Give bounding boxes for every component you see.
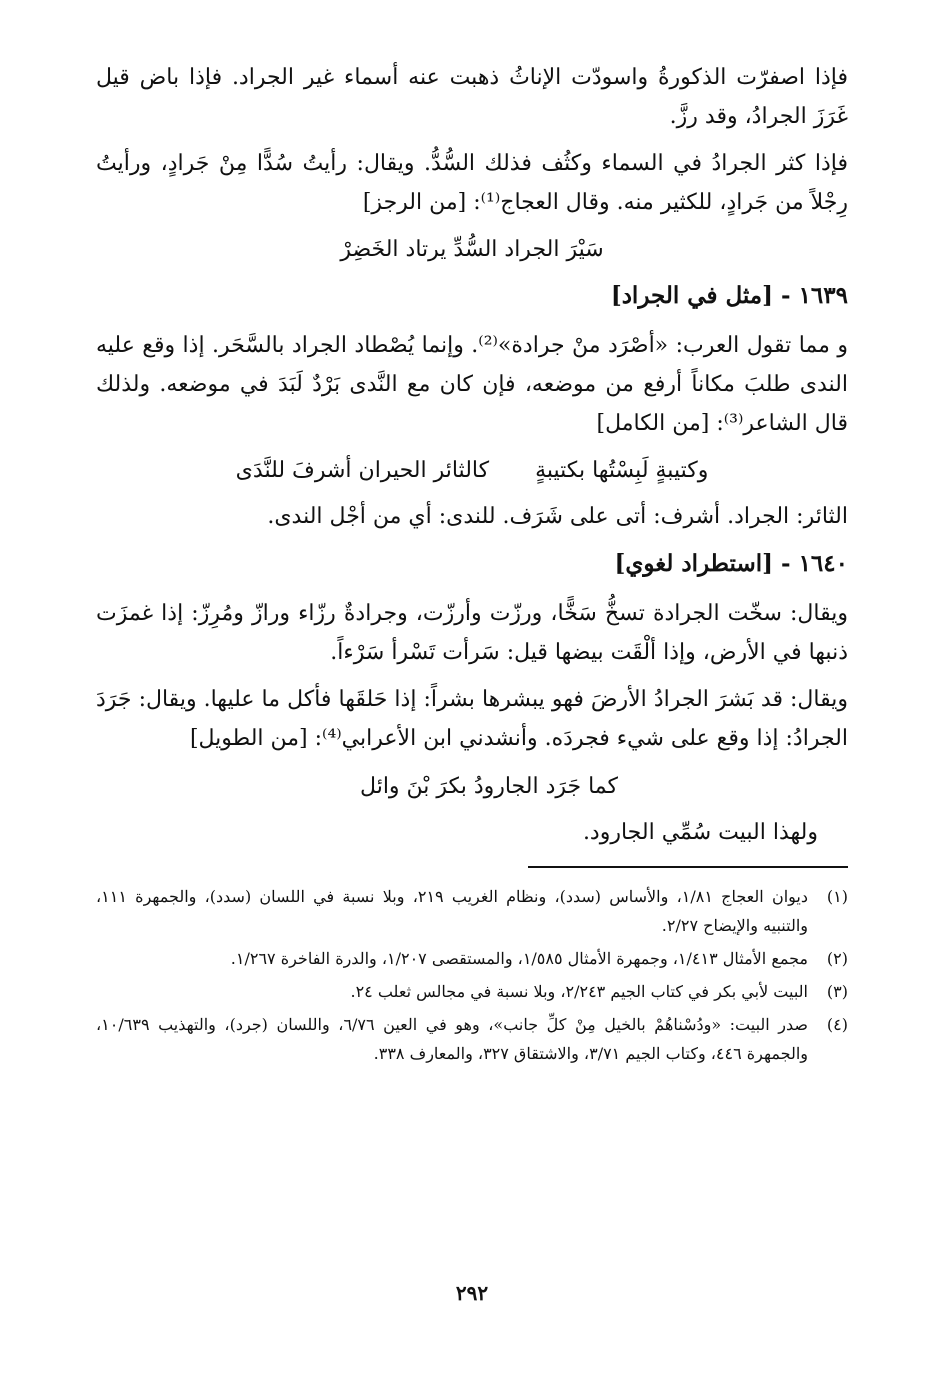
paragraph-bashar: ويقال: قد بَشرَ الجرادُ الأرضَ فهو يبشرها بشراً: إذا حَلقَها فأكل ما عليها. ويقال: جَرَدَ الجرادُ: إذا وقع على شيء فجردَه. وأنشدني ابن الأعرابي⁽⁴⁾: [من الطويل] <box>96 687 848 751</box>
footnote-1 <box>96 882 848 940</box>
section-heading-1640: ١٦٤٠ - [استطراد لغوي] <box>614 550 848 577</box>
verse-tawil: كما جَرَد الجارودُ بكرَ بْنَ وائل <box>360 774 618 799</box>
footnote-number: (٢) <box>826 949 848 968</box>
footnote-text: صدر البيت: «ودُسْناهُمْ بالخيل مِنْ كلِّ جانب»، وهو في العين ٦/٧٦، واللسان (جرد)، والتهذيب ١٠/٦٣٩، والجمهرة ٤٤٦، وكتاب الجيم ٣/٧١، والاشتقاق ٣٢٧، والمعارف ٣٣٨. <box>96 1015 808 1063</box>
footnote-text: البيت لأبي بكر في كتاب الجيم ٢/٢٤٣، وبلا نسبة في مجالس ثعلب ٢٤. <box>350 982 808 1001</box>
paragraph-proverb: و مما تقول العرب: «أصْرَد منْ جرادة»⁽²⁾. وإنما يُصْطاد الجراد بالسَّحَر. إذا وقع عليه الندى طلبَ مكاناً أرفع من موضعه، فإن كان مع النَّدى بَرْدٌ لَبَدَ في موضعه. ولذلك قال الشاعر⁽³⁾: [من الكامل] <box>96 333 848 436</box>
verse-ajjaj: سَيْرَ الجراد السُّدِّ يرتاد الخَضِرْ <box>340 237 604 262</box>
verse-hemistich-right: وكتيبةٍ لَبِسْتُها بكتيبةٍ <box>535 458 709 483</box>
footnote-4 <box>96 1010 848 1068</box>
footnote-2 <box>96 944 848 973</box>
paragraph-linguistic: ويقال: سخّت الجرادة تسخُّ سَخًّا، ورزّت وأرزّت، وجرادةٌ رزّاء ورازّ ومُرِزّ: إذا غمزَت ذنبها في الأرض، وإذا ألْقَت بيضها قيل: سَرأت تَسْرأ سَرْءاً. <box>96 601 848 665</box>
footnote-text: مجمع الأمثال ١/٤١٣، وجمهرة الأمثال ١/٥٨٥، والمستقصى ١/٢٠٧، والدرة الفاخرة ١/٢٦٧. <box>230 949 808 968</box>
page-body <box>96 58 848 1072</box>
paragraph-jarud: ولهذا البيت سُمِّي الجارود. <box>582 820 818 845</box>
footnote-text: ديوان العجاج ١/٨١، والأساس (سدد)، ونظام الغريب ٢١٩، وبلا نسبة في اللسان (سدد)، والجمهرة ١١١، والتنبيه والإيضاح ٢/٢٧. <box>96 887 808 935</box>
paragraph-locust-colors: فإذا اصفرّت الذكورةُ واسودّت الإناثُ ذهبت عنه أسماء غير الجراد. فإذا باض قيل غَرَزَ الجرادُ، وقد رزَّ. <box>96 65 848 129</box>
footnote-number: (٤) <box>826 1015 848 1034</box>
verse-hemistich-left: كالثائر الحيران أشرفَ للنَّدَى <box>235 458 490 483</box>
footnote-divider <box>528 866 848 868</box>
footnote-number: (٣) <box>826 982 848 1001</box>
verse-kamil <box>96 451 848 491</box>
paragraph-sudd: فإذا كثر الجرادُ في السماء وكثُف فذلك السُّدُّ. ويقال: رأيتُ سُدًّا مِنْ جَرادٍ، ورأيتُ رِجْلاً من جَرادٍ، للكثير منه. وقال العجاج⁽¹⁾: [من الرجز] <box>96 151 848 215</box>
footnote-3 <box>96 977 848 1006</box>
section-heading-1639: ١٦٣٩ - [مثل في الجراد] <box>610 282 848 309</box>
footnote-number: (١) <box>826 887 848 906</box>
paragraph-gloss: الثائر: الجراد. أشرف: أتى على شَرَف. للندى: أي من أجْل الندى. <box>267 504 848 529</box>
page-number: ٢٩٢ <box>455 1281 489 1305</box>
